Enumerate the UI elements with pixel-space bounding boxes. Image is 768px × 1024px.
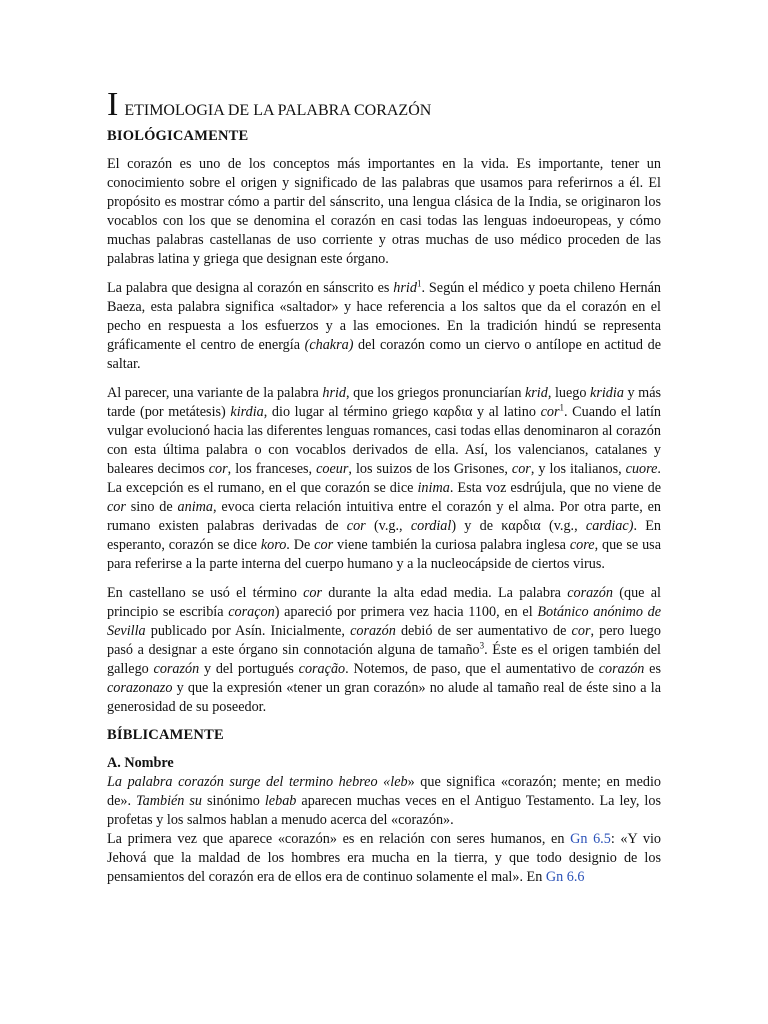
chapter-title bbox=[107, 86, 661, 123]
footnote-ref[interactable]: 3 bbox=[479, 640, 485, 651]
paragraph-castellano: En castellano se usó el término cor durante la alta edad media. La palabra corazón (que al principio se escribía coraçon) apareció por primera vez hacia 1100, en el Botánico anónimo de Sevilla publicado por Asín. Inicialmente, corazón debió de ser aumentativo de cor, pero luego pasó a designar a este órgano sin connotación alguna de tamaño$^3$. Éste es el origen también del gallego corazón y del portugués coração. Notemos, de paso, que el aumentativo de corazón es corazonazo y que la expresión «tener un gran corazón» no alude al tamaño real de éste sino a la generosidad de su poseedor. bbox=[107, 585, 661, 715]
paragraph-intro: El corazón es uno de los conceptos más importantes en la vida. Es importante, tener un conocimiento sobre el origen y significado de las palabras que usamos para referirnos a él. El propósito es mostrar cómo a partir del sánscrito, una lengua clásica de la India, se originaron los vocablos con los que se denomina el corazón en casi todas las lenguas indoeuropeas, y cómo muchas palabras castellanas de uso corriente y otras muchas de uso médico proceden de las palabras latina y griega que designan este órgano. bbox=[107, 156, 661, 267]
paragraph-sanskrit: La palabra que designa al corazón en sánscrito es hrid$^1$. Según el médico y poeta chileno Hernán Baeza, esta palabra significa «saltador» y hace referencia a los saltos que da el corazón en el pecho en respuesta a los esfuerzos y a las emociones. En la tradición hindú se representa gráficamente el centro de energía (chakra) del corazón como un ciervo o antílope en actitud de saltar. bbox=[107, 278, 662, 372]
greek-term: καρδια bbox=[501, 518, 541, 534]
greek-term: καρδια bbox=[432, 404, 473, 420]
section-heading-biblicamente: BÍBLICAMENTE bbox=[107, 727, 224, 743]
term-chakra: (chakra) bbox=[304, 337, 354, 353]
footnote-ref[interactable]: 1 bbox=[416, 278, 422, 289]
chapter-number: I bbox=[107, 86, 119, 123]
paragraph-genesis: La primera vez que aparece «corazón» es en relación con seres humanos, en Gn 6.5: «Y vio Jehová que la maldad de los hombres era mucha en la tierra, y que todo designio de los pensamientos del corazón era de ellos era de continuo solamente el mal». En Gn 6.6 bbox=[107, 831, 662, 885]
bible-reference-link[interactable]: Gn 6.6 bbox=[545, 869, 585, 885]
paragraph-greek-latin: Al parecer, una variante de la palabra hrid, que los griegos pronunciarían krid, luego kridia y más tarde (por metátesis) kirdia, dio lugar al término griego καρδια y al latino cor$^1$. Cuando el latín vulgar evolucionó hacia las diferentes lenguas romances, casi todas ellas denominaron al corazón con esta última palabra o con vocablos derivados de ella. Así, los valencianos, catalanes y baleares decimos cor, los franceses, coeur, los suizos de los Grisones, cor, y los italianos, cuore. La excepción es el rumano, en el que corazón se dice inima. Esta voz esdrújula, que no viene de cor sino de anima, evoca cierta relación intuitiva entre el corazón y el alma. Por otra parte, en rumano existen palabras derivadas de cor (v.g., cordial) y de καρδια (v.g., cardiac). En esperanto, corazón se dice koro. De cor viene también la curiosa palabra inglesa core, que se usa para referirse a la parte interna del cuerpo humano y a la nucleocápside de ciertos virus. bbox=[107, 385, 662, 572]
subsection-heading-nombre: A. Nombre bbox=[107, 755, 174, 771]
chapter-title-text: ETIMOLOGIA DE LA PALABRA CORAZÓN bbox=[124, 102, 432, 119]
book-title: Botánico anónimo de Sevilla bbox=[107, 604, 661, 639]
section-heading-biologicamente: BIOLÓGICAMENTE bbox=[107, 128, 249, 144]
paragraph-hebrew: La palabra corazón surge del termino hebreo «leb» que significa «corazón; mente; en medio de». También su sinónimo lebab aparecen muchas veces en el Antiguo Testamento. La ley, los profetas y los salmos hablan a menudo acerca del «corazón». bbox=[107, 774, 662, 828]
footnote-ref[interactable]: 1 bbox=[559, 402, 564, 413]
bible-reference-link[interactable]: Gn 6.5 bbox=[570, 831, 611, 847]
term-hrid: hrid bbox=[393, 280, 417, 296]
